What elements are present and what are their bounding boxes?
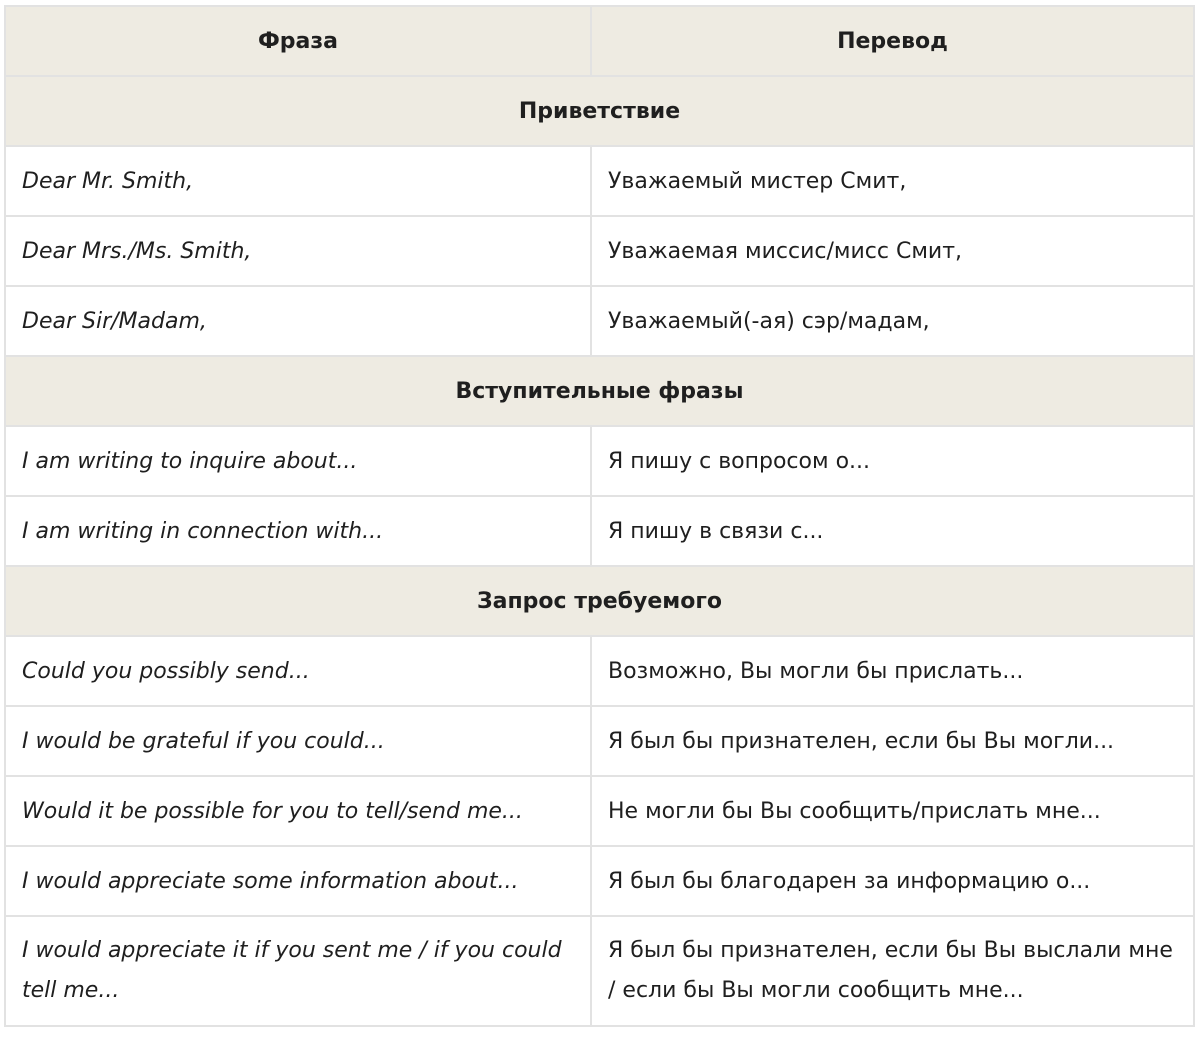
section-row	[5, 356, 1194, 426]
translation-cell: Уважаемый(-ая) сэр/мадам,	[591, 286, 1194, 356]
translation-cell: Уважаемая миссис/мисс Смит,	[591, 216, 1194, 286]
table-row	[5, 636, 1194, 706]
translation-cell: Я пишу в связи с...	[591, 496, 1194, 566]
table-row	[5, 286, 1194, 356]
phrase-cell: I am writing to inquire about...	[5, 426, 591, 496]
phrase-cell: Dear Mr. Smith,	[5, 146, 591, 216]
table-row	[5, 706, 1194, 776]
section-row	[5, 76, 1194, 146]
table-row	[5, 496, 1194, 566]
table-row	[5, 216, 1194, 286]
translation-cell: Не могли бы Вы сообщить/прислать мне...	[591, 776, 1194, 846]
phrases-table	[4, 5, 1195, 1027]
translation-cell: Я был бы признателен, если бы Вы выслали мне / если бы Вы могли сообщить мне...	[591, 916, 1194, 1026]
phrase-cell: I would appreciate some information about...	[5, 846, 591, 916]
header-phrase: Фраза	[5, 6, 591, 76]
table-header-row	[5, 6, 1194, 76]
translation-cell: Уважаемый мистер Смит,	[591, 146, 1194, 216]
translation-cell: Возможно, Вы могли бы прислать...	[591, 636, 1194, 706]
phrase-cell: I would be grateful if you could...	[5, 706, 591, 776]
table-row	[5, 146, 1194, 216]
table-row	[5, 916, 1194, 1026]
phrase-cell: Dear Mrs./Ms. Smith,	[5, 216, 591, 286]
translation-cell: Я был бы признателен, если бы Вы могли...	[591, 706, 1194, 776]
header-translation: Перевод	[591, 6, 1194, 76]
table-row	[5, 426, 1194, 496]
section-row	[5, 566, 1194, 636]
phrase-cell: Would it be possible for you to tell/send me...	[5, 776, 591, 846]
phrase-cell: I am writing in connection with...	[5, 496, 591, 566]
section-title: Приветствие	[5, 76, 1194, 146]
table-row	[5, 846, 1194, 916]
phrase-cell: Could you possibly send...	[5, 636, 591, 706]
section-title: Запрос требуемого	[5, 566, 1194, 636]
phrase-cell: Dear Sir/Madam,	[5, 286, 591, 356]
phrase-cell: I would appreciate it if you sent me / if you could tell me...	[5, 916, 591, 1026]
table-row	[5, 776, 1194, 846]
section-title: Вступительные фразы	[5, 356, 1194, 426]
translation-cell: Я пишу с вопросом о...	[591, 426, 1194, 496]
translation-cell: Я был бы благодарен за информацию о...	[591, 846, 1194, 916]
